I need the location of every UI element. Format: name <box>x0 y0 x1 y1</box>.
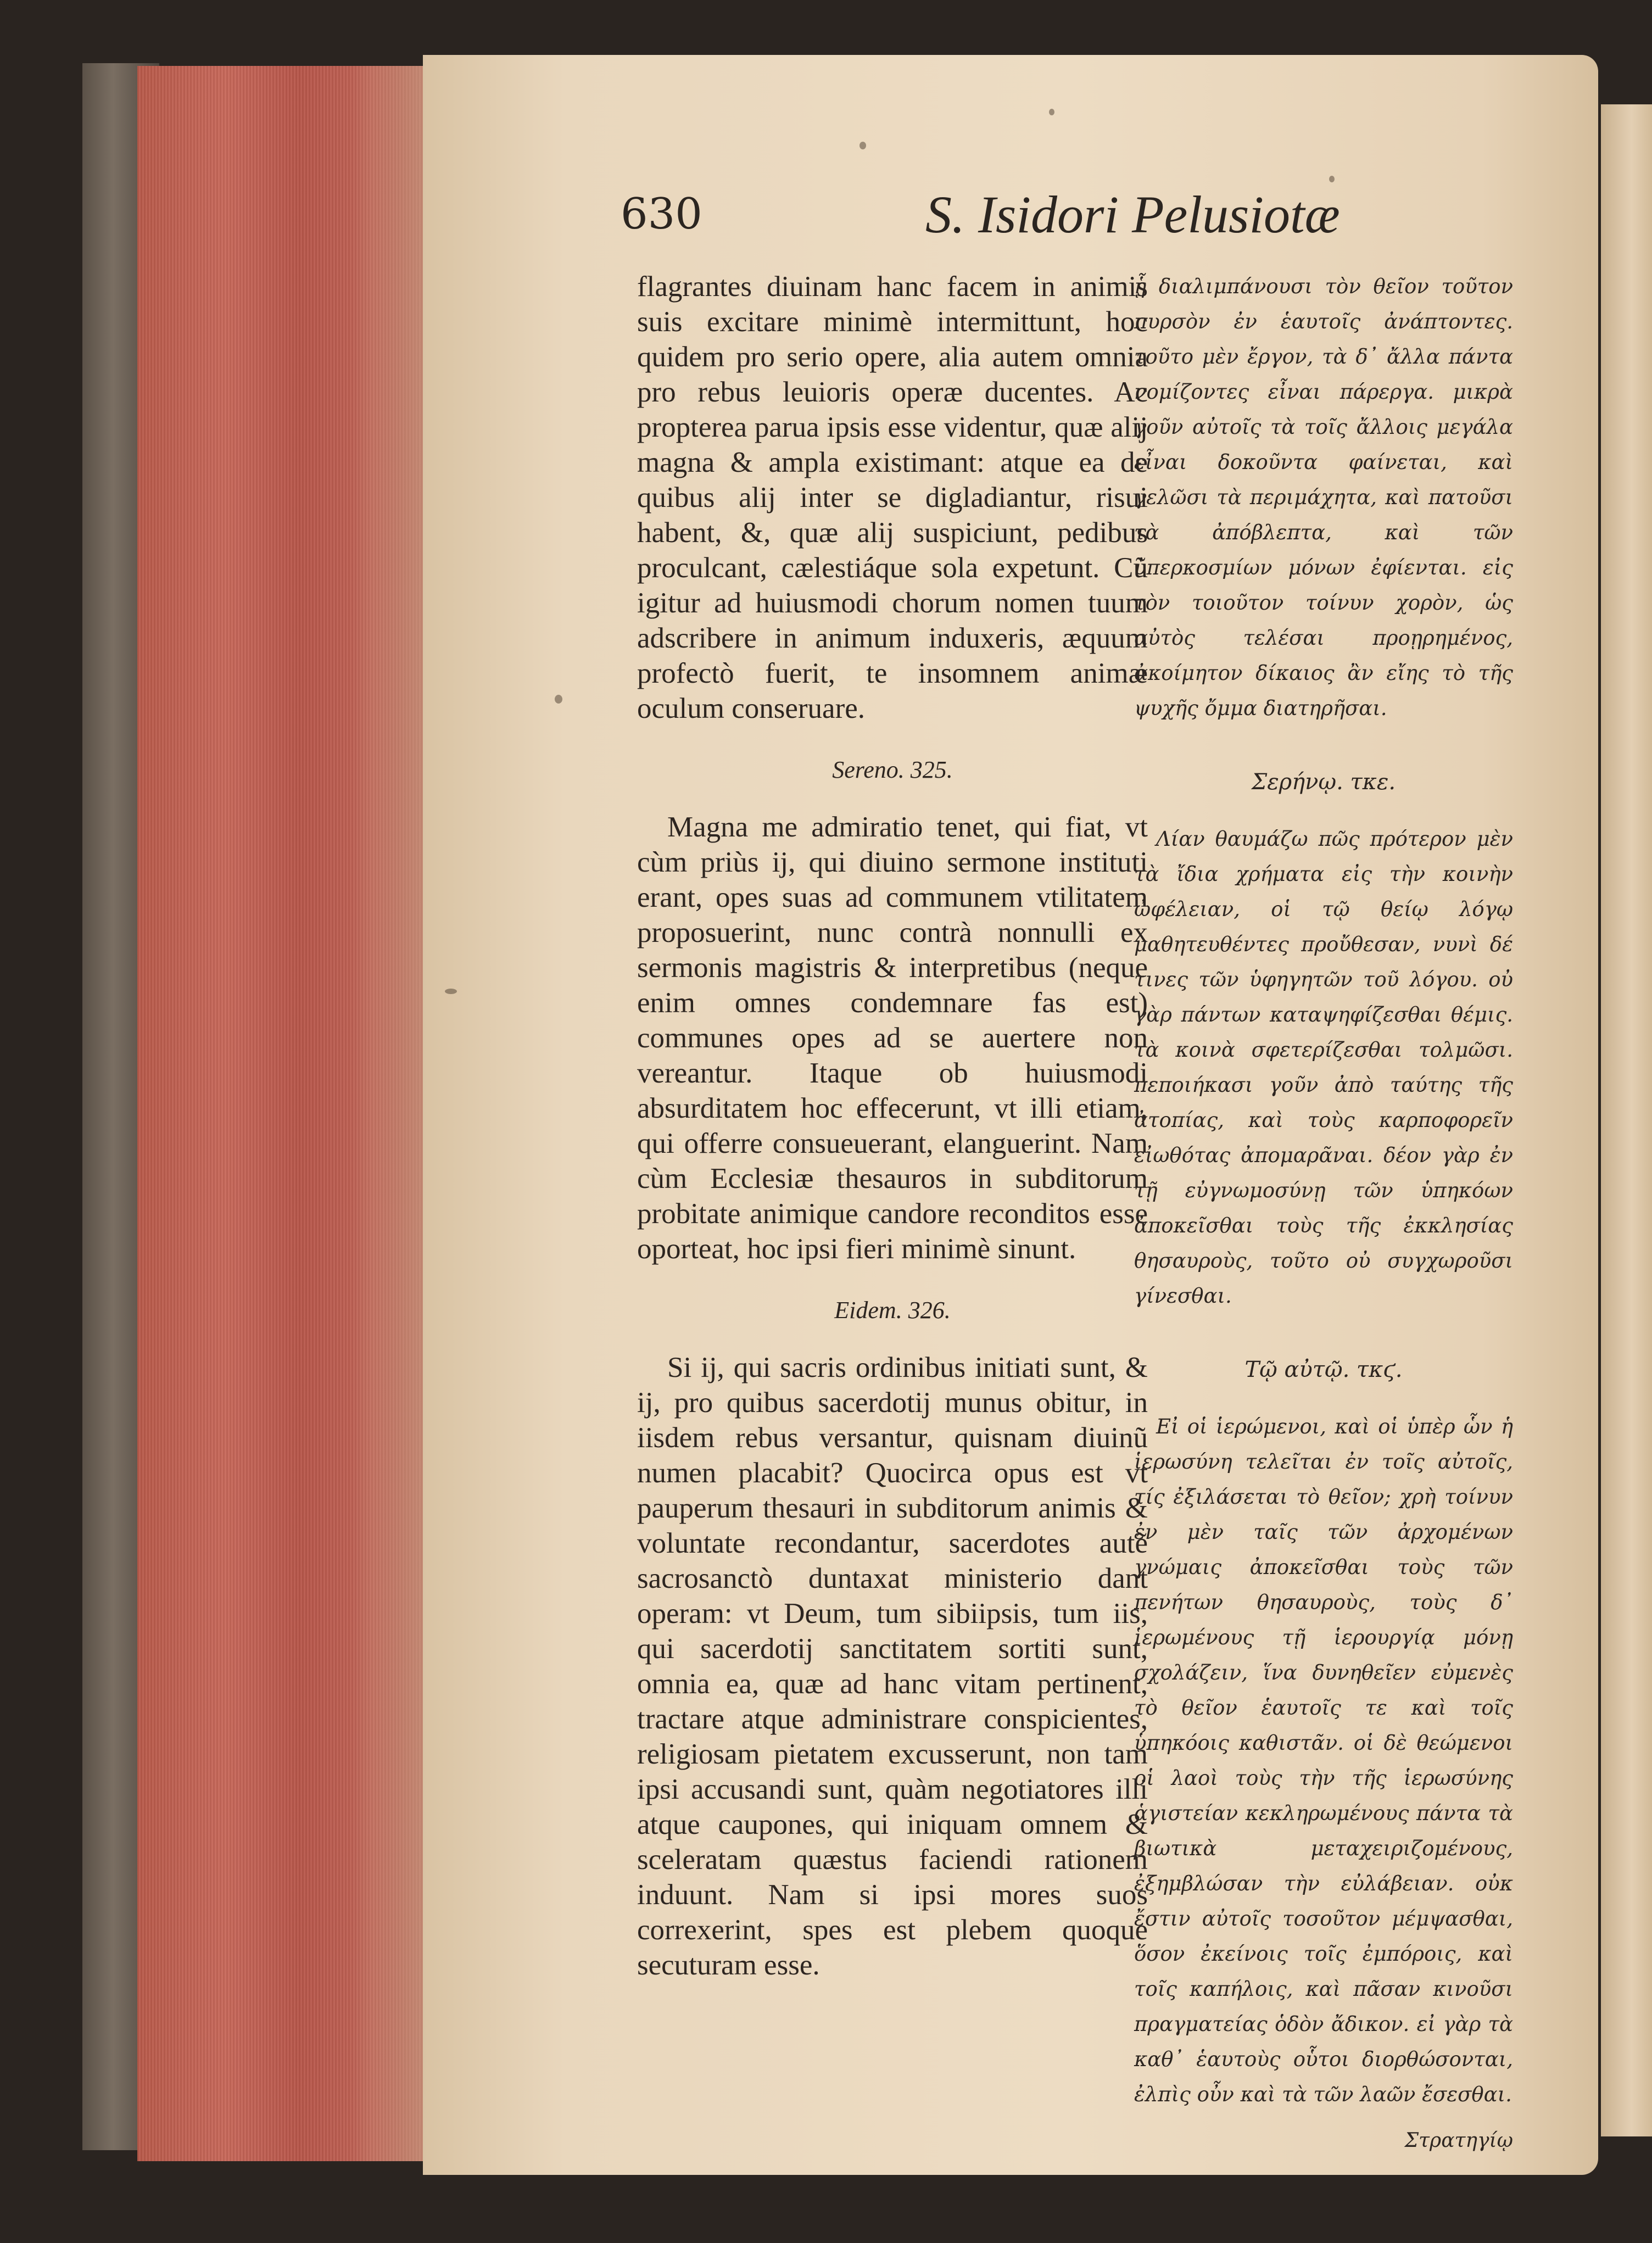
greek-paragraph: Λίαν θαυμάζω πῶς πρότερον μὲν τὰ ἴδια χρήματα εἰς τὴν κοινὴν ὠφέλειαν, οἱ τῷ θείῳ λόγῳ μαθητευθέντες προὔθεσαν, νυνὶ δέ τινες τῶν ὑφηγητῶν τοῦ λόγου. οὐ γὰρ πάντων καταψηφίζεσθαι θέμις. τὰ κοινὰ σφετερίζεσθαι τολμῶσι. πεποιήκασι γοῦν ἀπὸ ταύτης τῆς ἀτοπίας, καὶ τοὺς καρποφορεῖν εἰωθότας ἀπομαρᾶναι. δέον γὰρ ἐν τῇ εὐγνωμοσύνῃ τῶν ὑπηκόων ἀποκεῖσθαι τοὺς τῆς ἐκκλησίας θησαυροὺς, τοῦτο οὐ συγχωροῦσι γίνεσθαι. <box>1134 827 1513 1308</box>
paper-spot <box>445 989 457 994</box>
latin-column <box>637 269 1148 1983</box>
latin-paragraph: Si ij, qui sacris ordinibus initiati sunt, & ij, pro quibus sacerdotij munus obitur, in iisdem rebus versantur, quisnam diuinũ numen placabit? Quocirca opus est vt pauperum thesauri in subditorum animis & voluntate recondantur, sacerdotes autẽ sacrosanctò duntaxat ministerio dant operam: vt Deum, tum sibiipsis, tum iis, qui sacerdotij sanctitatem sortiti sunt, omnia ea, quæ ad hanc vitam pertinent, tractare atque administrare conspicientes, religiosam pietatem excusserunt, non tam ipsi accusandi sunt, quàm negotiatores illi atque caupones, qui iniquam omnem & sceleratam quæstus faciendi rationem induunt. Nam si ipsi mores suos correxerint, spes est plebem quoque secuturam esse. <box>637 1352 1148 1981</box>
paper-spot <box>1049 109 1054 115</box>
running-title: S. Isidori Pelusiotæ <box>925 185 1340 244</box>
greek-paragraph: Εἰ οἱ ἱερώμενοι, καὶ οἱ ὑπὲρ ὧν ἡ ἱερωσύνη τελεῖται ἐν τοῖς αὐτοῖς, τίς ἐξιλάσεται τὸ θεῖον; χρὴ τοίνυν ἐν μὲν ταῖς τῶν ἀρχομένων γνώμαις ἀποκεῖσθαι τοὺς τῶν πενήτων θησαυροὺς, τοὺς δ᾽ ἱερωμένους τῇ ἱερουργίᾳ μόνῃ σχολάζειν, ἵνα δυνηθεῖεν εὐμενὲς τὸ θεῖον ἑαυτοῖς τε καὶ τοῖς ὑπηκόοις καθιστᾶν. οἱ δὲ θεώμενοι οἱ λαοὶ τοὺς τὴν τῆς ἱερωσύνης ἁγιστείαν κεκληρωμένους πάντα τὰ βιωτικὰ μεταχειριζομένους, ἐξημβλώσαν τὴν εὐλάβειαν. οὐκ ἔστιν αὐτοῖς τοσοῦτον μέμψασθαι, ὅσον ἐκείνοις τοῖς ἐμπόροις, καὶ τοῖς καπήλοις, καὶ πᾶσαν κινοῦσι πραγματείας ὁδὸν ἄδικον. εἰ γὰρ τὰ καθ᾽ ἑαυτοὺς οὗτοι διορθώσονται, ἐλπὶς οὖν καὶ τὰ τῶν λαῶν ἔσεσθαι. <box>1134 1415 1513 2106</box>
paper-spot <box>1329 176 1335 182</box>
greek-paragraph: ᾗ διαλιμπάνουσι τὸν θεῖον τοῦτον πυρσὸν ἐν ἑαυτοῖς ἀνάπτοντες. τοῦτο μὲν ἔργον, τὰ δ᾽ ἄλλα πάντα νομίζοντες εἶναι πάρεργα. μικρὰ γοῦν αὐτοῖς τὰ τοῖς ἄλλοις μεγάλα εἶναι δοκοῦντα φαίνεται, καὶ γελῶσι τὰ περιμάχητα, καὶ πατοῦσι τὰ ἀπόβλεπτα, καὶ τῶν ὑπερκοσμίων μόνων ἐφίενται. εἰς τὸν τοιοῦτον τοίνυν χορὸν, ὡς αὐτὸς τελέσαι προῃρημένος, ἀκοίμητον δίκαιος ἂν εἴης τὸ τῆς ψυχῆς ὄμμα διατηρῆσαι. <box>1134 275 1513 720</box>
latin-paragraph: flagrantes diuinam hanc facem in animis suis excitare minimè intermittunt, hoc quidem pro serio opere, alia autem omnia pro rebus leuioris operæ ducentes. Ac propterea parua ipsis esse videntur, quæ alij magna & ampla existimant: atque ea de quibus alij inter se digladiantur, risui habent, &, quæ alij suspiciunt, pedibus proculcant, cælestiáque sola expetunt. Cũ igitur ad huiusmodi chorum nomen tuum adscribere in animum induxeris, æquum profectò fuerit, te insomnem animæ oculum conseruare. <box>637 271 1148 724</box>
paper-spot <box>860 142 866 149</box>
catchword: Στρατηγίῳ <box>1404 2129 1513 2152</box>
greek-letter-heading: Σερήνῳ. τκε. <box>1251 769 1396 795</box>
paper-spot <box>555 695 562 704</box>
letter-heading: Sereno. 325. <box>832 756 953 783</box>
facing-page-edge <box>1601 104 1652 2136</box>
page-number: 630 <box>621 189 702 239</box>
latin-paragraph: Magna me admiratio tenet, qui fiat, vt cùm priùs ij, qui diuino sermone instituti erant, opes suas ad communem vtilitatem proposuerint, nunc contrà nonnulli ex sermonis magistris & interpretibus (neque enim omnes condemnare fas est) communes opes ad se auertere non vereantur. Itaque ob huiusmodi absurditatem hoc effecerunt, vt illi etiam, qui offerre consueuerant, elanguerint. Nam cùm Ecclesiæ thesauros in subditorum probitate animique candore reconditos esse oporteat, hoc ipsi fieri minimè sinunt. <box>637 811 1148 1265</box>
greek-letter-heading: Τῷ αὐτῷ. τκϛ. <box>1244 1357 1403 1382</box>
greek-column <box>1134 269 1513 2158</box>
page-block-shadow <box>351 66 431 2161</box>
letter-heading: Eidem. 326. <box>834 1297 951 1324</box>
